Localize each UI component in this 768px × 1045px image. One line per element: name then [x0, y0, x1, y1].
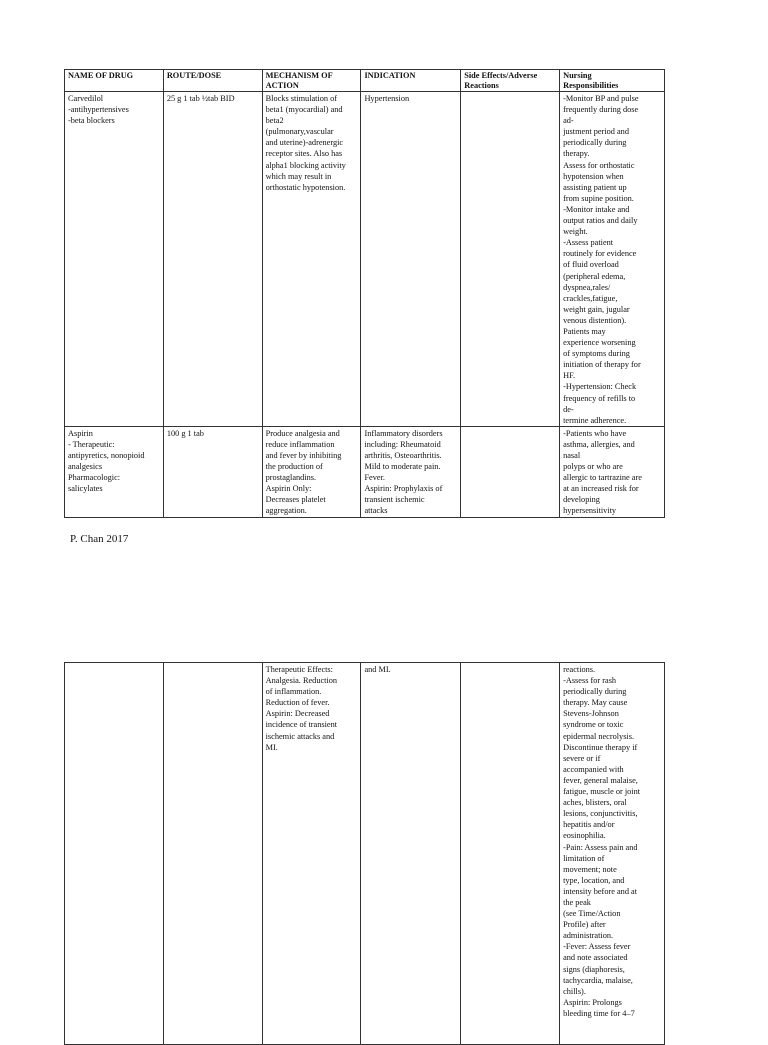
cell-name [65, 663, 164, 1045]
cell-nursing: reactions. -Assess for rash periodically during therapy. May cause Stevens-Johnson syndrome or toxic epidermal necrolysis. Discontinue therapy if severe or if accompanied with fever, general malaise, fatigue, muscle or joint aches, blisters, oral lesions, conjunctivitis, hepatitis and/or eosinophilia. -Pain: Assess pain and limitation of movement; note type, location, and intensity before and at the peak (see Time/Action Profile) after administration. -Fever: Assess fever and note associated signs (diaphoresis, tachycardia, malaise, chills). Aspirin: Prolongs bleeding time for 4–7 [560, 663, 665, 1045]
cell-mechanism: Blocks stimulation of beta1 (myocardial) and beta2 (pulmonary,vascular and uterine)-adrenergic receptor sites. Also has alpha1 blocking activity which may result in orthostatic hypotension. [262, 92, 361, 427]
cell-side-effects [461, 92, 560, 427]
header-route-dose: ROUTE/DOSE [163, 70, 262, 92]
cell-name: Carvedilol -antihypertensives -beta blockers [65, 92, 164, 427]
cell-mechanism: Produce analgesia and reduce inflammation and fever by inhibiting the production of prostaglandins. Aspirin Only: Decreases platelet aggregation. [262, 426, 361, 517]
header-side-effects: Side Effects/Adverse Reactions [461, 70, 560, 92]
cell-indication: Hypertension [361, 92, 461, 427]
page-footer: P. Chan 2017 [70, 533, 129, 545]
table-row [65, 663, 665, 1045]
header-mechanism: MECHANISM OF ACTION [262, 70, 361, 92]
cell-indication: Inflammatory disorders including: Rheumatoid arthritis, Osteoarthritis. Mild to moderate pain. Fever. Aspirin: Prophylaxis of transient ischemic attacks [361, 426, 461, 517]
cell-nursing: -Monitor BP and pulse frequently during dose ad- justment period and periodically during therapy. Assess for orthostatic hypotension when assisting patient up from supine position. -Monitor intake and output ratios and daily weight. -Assess patient routinely for evidence of fluid overload (peripheral edema, dyspnea,rales/ crackles,fatigue, weight gain, jugular venous distention). Patients may experience worsening of symptoms during initiation of therapy for HF. -Hypertension: Check frequency of refills to de- termine adherence. [560, 92, 665, 427]
header-nursing: Nursing Responsibilities [560, 70, 665, 92]
cell-side-effects [461, 426, 560, 517]
cell-nursing: -Patients who have asthma, allergies, and nasal polyps or who are allergic to tartrazine are at an increased risk for developing hypersensitivity [560, 426, 665, 517]
table-header-row [65, 70, 665, 92]
drug-table [64, 69, 665, 518]
drug-table-continued [64, 662, 665, 1045]
table-row [65, 92, 665, 427]
table-row [65, 426, 665, 517]
cell-route [163, 663, 262, 1045]
cell-name: Aspirin - Therapeutic: antipyretics, nonopioid analgesics Pharmacologic: salicylates [65, 426, 164, 517]
cell-route: 25 g 1 tab ½tab BID [163, 92, 262, 427]
cell-mechanism: Therapeutic Effects: Analgesia. Reduction of inflammation. Reduction of fever. Aspirin: Decreased incidence of transient ischemic attacks and MI. [262, 663, 361, 1045]
cell-side-effects [461, 663, 560, 1045]
cell-route: 100 g 1 tab [163, 426, 262, 517]
cell-indication: and MI. [361, 663, 461, 1045]
header-indication: INDICATION [361, 70, 461, 92]
header-name-of-drug: NAME OF DRUG [65, 70, 164, 92]
